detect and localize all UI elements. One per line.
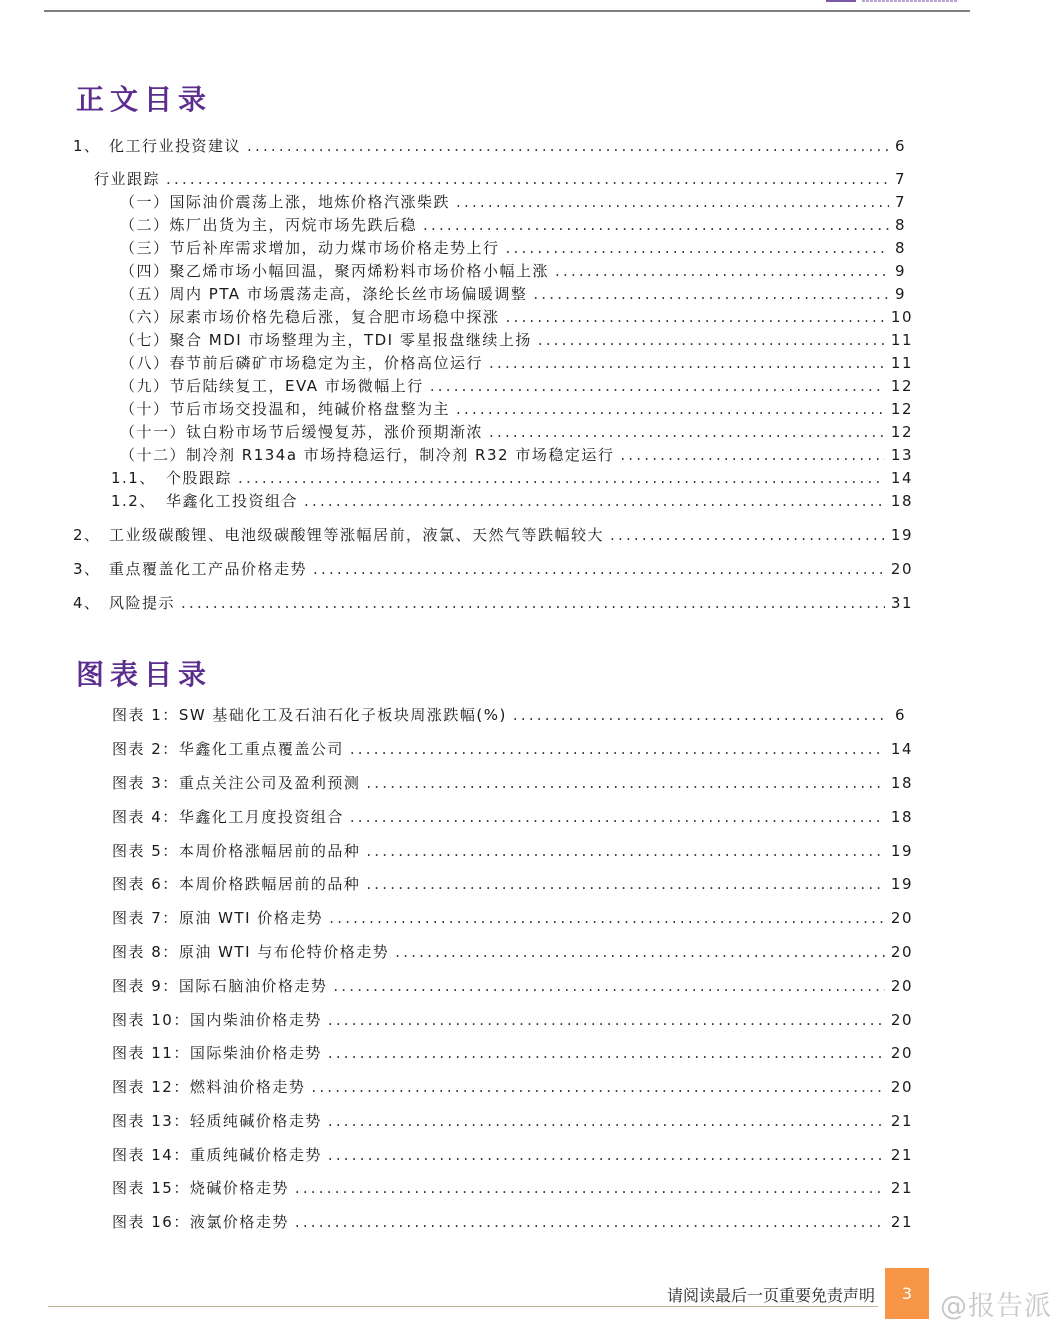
entry-title: 液氯价格走势 xyxy=(189,1213,289,1231)
dot-leader xyxy=(295,1178,885,1198)
entry-page: 20 xyxy=(890,977,913,995)
entry-title: 重点关注公司及盈利预测 xyxy=(178,774,361,792)
toc-entry[interactable] xyxy=(120,376,913,396)
entry-number: 图表 8： xyxy=(112,943,179,961)
entry-title: （八）春节前后磷矿市场稳定为主，价格高位运行 xyxy=(120,354,484,372)
dot-leader xyxy=(333,976,885,996)
entry-number: 图表 13： xyxy=(112,1112,190,1130)
toc-entry[interactable] xyxy=(111,468,913,488)
figure-entry[interactable] xyxy=(112,807,913,827)
entry-title: 国际柴油价格走势 xyxy=(189,1044,322,1062)
figure-entry[interactable] xyxy=(112,1043,913,1063)
figure-entry[interactable] xyxy=(112,942,913,962)
page-number: 3 xyxy=(885,1268,929,1319)
entry-page: 21 xyxy=(890,1146,913,1164)
entry-number: 1.1、 xyxy=(111,469,156,487)
dot-leader xyxy=(506,238,889,258)
entry-page: 19 xyxy=(890,526,913,544)
toc-entry[interactable] xyxy=(120,353,913,373)
entry-page: 18 xyxy=(890,774,913,792)
entry-page: 7 xyxy=(895,170,907,188)
dot-leader xyxy=(538,330,885,350)
figure-entry[interactable] xyxy=(112,739,913,759)
entry-page: 19 xyxy=(890,875,913,893)
dot-leader xyxy=(489,353,885,373)
figure-entry[interactable] xyxy=(112,1212,913,1232)
toc-entry[interactable] xyxy=(120,238,913,258)
dot-leader xyxy=(430,376,885,396)
entry-page: 21 xyxy=(890,1179,913,1197)
entry-number: 图表 5： xyxy=(112,842,179,860)
figure-entry[interactable] xyxy=(112,908,913,928)
entry-page: 6 xyxy=(895,706,907,724)
entry-title: 原油 WTI 价格走势 xyxy=(178,909,324,927)
entry-page: 13 xyxy=(890,446,913,464)
dot-leader xyxy=(423,215,889,235)
entry-page: 9 xyxy=(895,285,907,303)
entry-page: 12 xyxy=(890,400,913,418)
toc-entry[interactable] xyxy=(73,593,913,613)
entry-page: 18 xyxy=(890,808,913,826)
dot-leader xyxy=(328,1111,885,1131)
entry-number: 图表 16： xyxy=(112,1213,190,1231)
entry-number: 图表 1： xyxy=(112,706,179,724)
entry-page: 20 xyxy=(890,1078,913,1096)
entry-number: 图表 6： xyxy=(112,875,179,893)
entry-title: 本周价格涨幅居前的品种 xyxy=(178,842,361,860)
toc-entry[interactable] xyxy=(120,399,913,419)
entry-title: 燃料油价格走势 xyxy=(189,1078,306,1096)
entry-number: 图表 3： xyxy=(112,774,179,792)
dot-leader xyxy=(620,445,885,465)
dot-leader xyxy=(313,559,885,579)
entry-page: 6 xyxy=(895,137,907,155)
entry-title: 风险提示 xyxy=(109,594,176,612)
toc-entry[interactable] xyxy=(94,169,913,189)
entry-title: （七）聚合 MDI 市场整理为主，TDI 零星报盘继续上扬 xyxy=(120,331,532,349)
entry-page: 20 xyxy=(890,560,913,578)
toc-entry[interactable] xyxy=(120,192,913,212)
entry-number: 图表 11： xyxy=(112,1044,190,1062)
entry-page: 21 xyxy=(890,1112,913,1130)
entry-title: 原油 WTI 与布伦特价格走势 xyxy=(178,943,390,961)
entry-page: 20 xyxy=(890,943,913,961)
entry-title: 个股跟踪 xyxy=(166,469,233,487)
logo-mark xyxy=(826,0,856,2)
entry-title: 行业跟踪 xyxy=(94,170,161,188)
entry-title: （一）国际油价震荡上涨，地炼价格汽涨柴跌 xyxy=(120,193,451,211)
dot-leader xyxy=(311,1077,885,1097)
entry-title: （五）周内 PTA 市场震荡走高，涤纶长丝市场偏暖调整 xyxy=(120,285,528,303)
entry-title: SW 基础化工及石油石化子板块周涨跌幅(%) xyxy=(178,706,507,724)
toc-entry[interactable] xyxy=(120,284,913,304)
entry-title: 重点覆盖化工产品价格走势 xyxy=(109,560,308,578)
entry-title: 化工行业投资建议 xyxy=(109,137,242,155)
entry-number: 1、 xyxy=(73,137,101,155)
figure-entry[interactable] xyxy=(112,841,913,861)
dot-leader xyxy=(456,192,889,212)
entry-page: 19 xyxy=(890,842,913,860)
header-rule xyxy=(44,10,970,12)
toc-title: 正文目录 xyxy=(76,83,213,116)
figure-entry[interactable] xyxy=(112,1077,913,1097)
dot-leader xyxy=(329,908,885,928)
dot-leader xyxy=(328,1145,885,1165)
figure-entry[interactable] xyxy=(112,1145,913,1165)
entry-number: 图表 12： xyxy=(112,1078,190,1096)
toc-entry[interactable] xyxy=(111,491,913,511)
entry-number: 图表 9： xyxy=(112,977,179,995)
entry-title: （十）节后市场交投温和，纯碱价格盘整为主 xyxy=(120,400,451,418)
dot-leader xyxy=(610,525,885,545)
entry-title: 烧碱价格走势 xyxy=(189,1179,289,1197)
entry-page: 8 xyxy=(895,239,907,257)
figure-entry[interactable] xyxy=(112,705,913,725)
entry-page: 11 xyxy=(890,354,913,372)
figure-entry[interactable] xyxy=(112,1178,913,1198)
entry-title: 重质纯碱价格走势 xyxy=(189,1146,322,1164)
entry-title: 工业级碳酸锂、电池级碳酸锂等涨幅居前，液氯、天然气等跌幅较大 xyxy=(109,526,605,544)
entry-page: 7 xyxy=(895,193,907,211)
dot-leader xyxy=(247,136,889,156)
toc-entry[interactable] xyxy=(73,559,913,579)
dot-leader xyxy=(395,942,885,962)
toc-entry[interactable] xyxy=(73,525,913,545)
entry-page: 12 xyxy=(890,377,913,395)
entry-number: 4、 xyxy=(73,594,101,612)
entry-number: 图表 4： xyxy=(112,808,179,826)
entry-title: 轻质纯碱价格走势 xyxy=(189,1112,322,1130)
dot-leader xyxy=(506,307,885,327)
dot-leader xyxy=(238,468,885,488)
dot-leader xyxy=(328,1043,885,1063)
dot-leader xyxy=(366,773,885,793)
disclaimer-link[interactable]: 请阅读最后一页重要免责声明 xyxy=(667,1286,876,1305)
entry-page: 14 xyxy=(890,469,913,487)
entry-title: （三）节后补库需求增加，动力煤市场价格走势上行 xyxy=(120,239,500,257)
entry-page: 14 xyxy=(890,740,913,758)
entry-page: 8 xyxy=(895,216,907,234)
entry-title: 华鑫化工月度投资组合 xyxy=(178,808,344,826)
footer-rule xyxy=(48,1306,878,1307)
entry-page: 11 xyxy=(890,331,913,349)
entry-page: 9 xyxy=(895,262,907,280)
dot-leader xyxy=(533,284,889,304)
dot-leader xyxy=(366,841,885,861)
entry-title: 国际石脑油价格走势 xyxy=(178,977,328,995)
dot-leader xyxy=(295,1212,885,1232)
dot-leader xyxy=(555,261,889,281)
entry-page: 12 xyxy=(890,423,913,441)
entry-title: 国内柴油价格走势 xyxy=(189,1011,322,1029)
dot-leader xyxy=(366,874,885,894)
watermark: @报告派 xyxy=(940,1291,1052,1322)
logo-text xyxy=(862,0,958,2)
entry-page: 21 xyxy=(890,1213,913,1231)
figure-entry[interactable] xyxy=(112,874,913,894)
entry-number: 图表 2： xyxy=(112,740,179,758)
entry-title: 华鑫化工重点覆盖公司 xyxy=(178,740,344,758)
entry-page: 20 xyxy=(890,1044,913,1062)
dot-leader xyxy=(304,491,885,511)
dot-leader xyxy=(166,169,889,189)
figure-entry[interactable] xyxy=(112,976,913,996)
toc-entry[interactable] xyxy=(120,330,913,350)
toc-entry[interactable] xyxy=(120,422,913,442)
figure-entry[interactable] xyxy=(112,773,913,793)
entry-number: 2、 xyxy=(73,526,101,544)
entry-number: 1.2、 xyxy=(111,492,156,510)
entry-title: （四）聚乙烯市场小幅回温，聚丙烯粉料市场价格小幅上涨 xyxy=(120,262,550,280)
toc-entry[interactable] xyxy=(73,136,913,156)
figure-entry[interactable] xyxy=(112,1010,913,1030)
dot-leader xyxy=(350,739,885,759)
entry-page: 31 xyxy=(890,594,913,612)
toc-entry[interactable] xyxy=(120,307,913,327)
dot-leader xyxy=(328,1010,885,1030)
entry-page: 20 xyxy=(890,909,913,927)
figures-title: 图表目录 xyxy=(76,658,213,691)
entry-page: 18 xyxy=(890,492,913,510)
toc-entry[interactable] xyxy=(120,261,913,281)
entry-page: 10 xyxy=(890,308,913,326)
toc-entry[interactable] xyxy=(120,445,913,465)
dot-leader xyxy=(489,422,885,442)
entry-number: 3、 xyxy=(73,560,101,578)
entry-number: 图表 10： xyxy=(112,1011,190,1029)
entry-title: （九）节后陆续复工，EVA 市场微幅上行 xyxy=(120,377,424,395)
dot-leader xyxy=(181,593,885,613)
entry-title: （六）尿素市场价格先稳后涨，复合肥市场稳中探涨 xyxy=(120,308,500,326)
entry-title: 华鑫化工投资组合 xyxy=(166,492,299,510)
entry-number: 图表 7： xyxy=(112,909,179,927)
dot-leader xyxy=(350,807,885,827)
dot-leader xyxy=(456,399,885,419)
entry-number: 图表 14： xyxy=(112,1146,190,1164)
entry-title: 本周价格跌幅居前的品种 xyxy=(178,875,361,893)
entry-title: （十一）钛白粉市场节后缓慢复苏，涨价预期渐浓 xyxy=(120,423,484,441)
entry-number: 图表 15： xyxy=(112,1179,190,1197)
dot-leader xyxy=(513,705,889,725)
entry-page: 20 xyxy=(890,1011,913,1029)
figure-entry[interactable] xyxy=(112,1111,913,1131)
entry-title: （二）炼厂出货为主，丙烷市场先跌后稳 xyxy=(120,216,418,234)
toc-entry[interactable] xyxy=(120,215,913,235)
entry-title: （十二）制冷剂 R134a 市场持稳运行，制冷剂 R32 市场稳定运行 xyxy=(120,446,615,464)
